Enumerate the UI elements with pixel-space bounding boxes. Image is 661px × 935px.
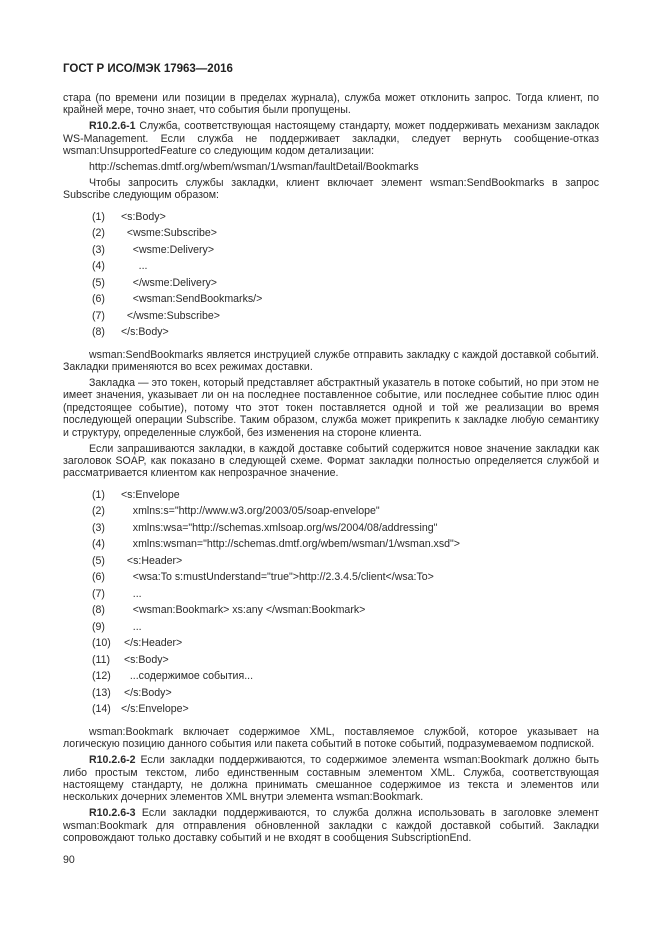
paragraph-text: Если запрашиваются закладки, в каждой доставке событий содержится новое значение закладки как заголовок SOAP, как показано в следующей схеме. Формат закладки полностью определяется службой и рассматривается клиентом как непрозрачное значение. (63, 442, 599, 480)
paragraph-text: Чтобы запросить службы закладки, клиент включает элемент wsman:SendBookmarks в запрос Subscribe следующим образом: (63, 176, 599, 202)
code-text: </wsme:Delivery> (121, 276, 217, 289)
code-text: <wsman:SendBookmarks/> (121, 293, 263, 306)
line-number: (7) (92, 309, 105, 322)
line-number: (4) (92, 538, 105, 551)
code-text: ... (121, 620, 142, 633)
code-line (63, 701, 599, 718)
code-line (63, 602, 599, 619)
code-text: <wsme:Subscribe> (121, 227, 217, 240)
paragraph (63, 377, 599, 439)
code-line (63, 308, 599, 325)
line-number: (10) (92, 637, 111, 650)
code-line (63, 685, 599, 702)
line-number: (6) (92, 571, 105, 584)
code-line (63, 242, 599, 259)
code-line (63, 258, 599, 275)
code-line (63, 225, 599, 242)
line-number: (2) (92, 505, 105, 518)
requirement-id: R10.2.6-2 (89, 754, 136, 767)
line-number: (1) (92, 488, 105, 501)
code-text: <s:Header> (121, 554, 183, 567)
line-number: (3) (92, 243, 105, 256)
code-line (63, 635, 599, 652)
line-number: (12) (92, 670, 111, 683)
code-text: </s:Envelope> (121, 703, 189, 716)
paragraph-text: Закладка — это токен, который представляет абстрактный указатель в потоке событий, но при этом не имеет значения, указывает ли он на последнее поставленное событие, или последнее событие плюс один (предстоящее событие), потому что этот токен поставляется одной и той же реализации во время последующей операции Subscribe. Таким образом, служба может прикрепить к закладке любую семантику и структуру, определенные службой, без изменения на стороне клиента. (63, 377, 599, 439)
code-line (63, 275, 599, 292)
code-line (63, 291, 599, 308)
code-listing (63, 487, 599, 718)
line-number: (5) (92, 554, 105, 567)
line-number: (7) (92, 587, 105, 600)
line-number: (3) (92, 521, 105, 534)
code-text: </s:Body> (121, 326, 169, 339)
paragraph-text: wsman:Bookmark включает содержимое XML, поставляемое службой, которое указывает на логическую позицию данного события или пакета событий в потоке событий, подразумеваемом подпиской. (63, 725, 599, 751)
line-number: (1) (92, 210, 105, 223)
paragraph (63, 754, 599, 804)
paragraph (63, 177, 599, 202)
line-number: (2) (92, 227, 105, 240)
paragraph-text: wsman:SendBookmarks является инструцией службе отправить закладку с каждой доставкой событий. Закладки применяются во всех режимах доставки. (63, 348, 599, 374)
paragraph (63, 92, 599, 117)
code-text: xmlns:wsman="http://schemas.dmtf.org/wbem/wsman/1/wsman.xsd"> (121, 538, 460, 551)
code-line (63, 536, 599, 553)
line-number: (5) (92, 276, 105, 289)
page-number: 90 (63, 854, 75, 867)
paragraph (63, 726, 599, 751)
code-line (63, 520, 599, 537)
code-line (63, 586, 599, 603)
code-line (63, 209, 599, 226)
line-number: (4) (92, 260, 105, 273)
code-line (63, 668, 599, 685)
document-body (63, 92, 599, 844)
line-number: (13) (92, 686, 111, 699)
code-text: <wsman:Bookmark> xs:any </wsman:Bookmark> (121, 604, 366, 617)
code-text: <s:Body> (121, 210, 166, 223)
code-line (63, 652, 599, 669)
code-listing (63, 209, 599, 341)
requirement-id: R10.2.6-3 (89, 807, 136, 820)
line-number: (6) (92, 293, 105, 306)
paragraph-text: стара (по времени или позиции в пределах журнала), служба может отклонить запрос. Тогда клиент, по крайней мере, точно знает, что события были пропущены. (63, 92, 599, 117)
paragraph (63, 120, 599, 157)
code-text: </s:Body> (121, 686, 172, 699)
document-header: ГОСТ Р ИСО/МЭК 17963—2016 (63, 63, 233, 75)
line-number: (14) (92, 703, 111, 716)
code-text: <wsa:To s:mustUnderstand="true">http://2.3.4.5/client</wsa:To> (121, 571, 434, 584)
requirement-id: R10.2.6-1 (89, 120, 136, 133)
code-text: <s:Body> (121, 653, 169, 666)
code-line (63, 324, 599, 341)
code-line (63, 569, 599, 586)
page-body (63, 92, 599, 867)
code-text: xmlns:wsa="http://schemas.xmlsoap.org/ws/2004/08/addressing" (121, 521, 438, 534)
code-text: ... (121, 260, 148, 273)
code-line (63, 553, 599, 570)
code-text: <wsme:Delivery> (121, 243, 215, 256)
paragraph-text: Если закладки поддерживаются, то содержимое элемента wsman:Bookmark должно быть либо простым текстом, либо единственным составным элементом XML. Служба, соответствующая настоящему стандарту, не должна принимать смешанное содержимое из текста и элементов или нескольких дочерних элементов XML внутри элемента wsman:Bookmark. (63, 754, 599, 804)
line-number: (9) (92, 620, 105, 633)
code-text: </s:Header> (121, 637, 183, 650)
code-text: <s:Envelope (121, 488, 180, 501)
code-line (63, 487, 599, 504)
code-text: xmlns:s="http://www.w3.org/2003/05/soap-envelope" (121, 505, 380, 518)
code-text: ...содержимое события... (121, 670, 254, 683)
line-number: (8) (92, 604, 105, 617)
line-number: (11) (92, 653, 111, 666)
paragraph (63, 161, 599, 173)
code-text: </wsme:Subscribe> (121, 309, 220, 322)
code-line (63, 503, 599, 520)
paragraph-text: Служба, соответствующая настоящему стандарту, может поддерживать механизм закладок WS-Management. Если служба не поддерживает закладки, следует вернуть сообщение-отказ wsman:UnsupportedFeature со следующим кодом детализации: (63, 120, 599, 158)
code-line (63, 619, 599, 636)
paragraph-text: Если закладки поддерживаются, то служба должна использовать в заголовке элемент wsman:Bookmark для отправления обновленной закладки с каждой доставкой событий. Закладки сопровождают только доставку событий и не входят в сообщения SubscriptionEnd. (63, 807, 599, 845)
line-number: (8) (92, 326, 105, 339)
paragraph (63, 807, 599, 844)
paragraph (63, 349, 599, 374)
code-text: ... (121, 587, 142, 600)
paragraph-text: http://schemas.dmtf.org/wbem/wsman/1/wsman/faultDetail/Bookmarks (89, 161, 419, 174)
paragraph (63, 443, 599, 480)
